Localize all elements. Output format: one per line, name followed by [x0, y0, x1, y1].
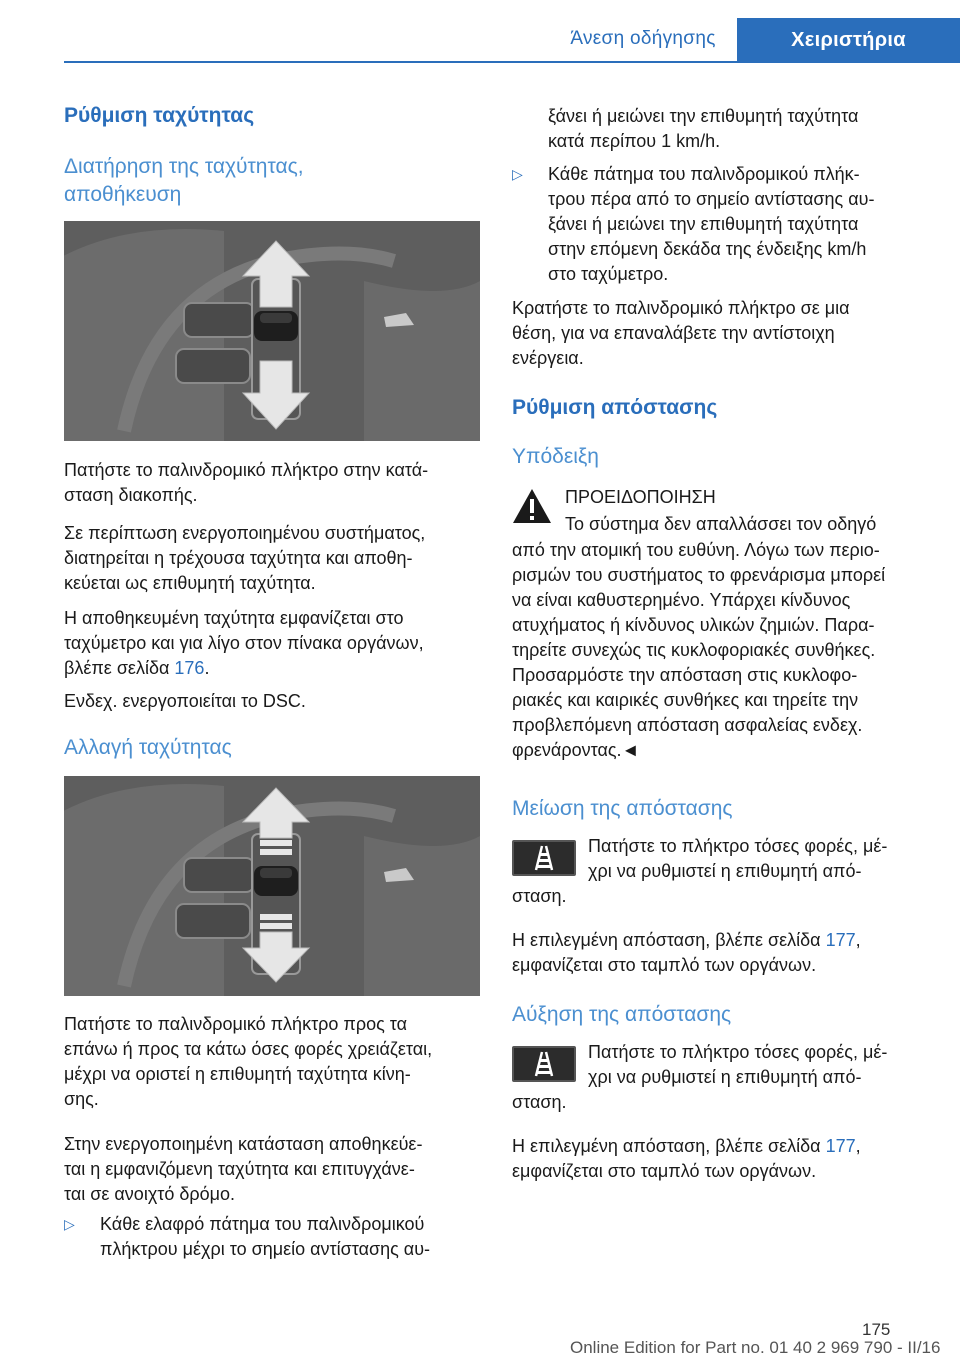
text-line: σταση διακοπής. [64, 485, 198, 505]
section-tab[interactable]: Χειριστήρια [737, 18, 960, 63]
paragraph-activated-state [64, 1132, 480, 1207]
text-line: Κρατήστε το παλινδρομικό πλήκτρο σε μια [512, 298, 850, 318]
paragraph-system-active [64, 521, 480, 596]
rocker-switch-illustration-1 [64, 221, 480, 441]
text-line: προβλεπόμενη απόσταση ασφαλείας ενδεχ. [512, 715, 863, 735]
text-line: μέχρι να οριστεί η επιθυμητή ταχύτητα κίνη- [64, 1064, 411, 1084]
text-line: Στην ενεργοποιημένη κατάσταση αποθηκεύε- [64, 1134, 423, 1154]
distance-button-icon [512, 1046, 576, 1082]
paragraph-increase-selected [512, 1134, 928, 1184]
section-title-distance: Ρύθμιση απόστασης [512, 396, 718, 419]
subheading-maintain-line2: αποθήκευση [64, 183, 182, 206]
text-line: Πατήστε το παλινδρομικό πλήκτρο στην κατά- [64, 460, 429, 480]
page-link-177[interactable]: 177 [825, 1136, 856, 1156]
paragraph-hold-rocker [512, 296, 928, 371]
subheading-change-speed: Αλλαγή ταχύτητας [64, 736, 232, 759]
text-line: Σε περίπτωση ενεργοποιημένου συστήματος, [64, 523, 426, 543]
warning-title: ΠΡΟΕΙΔΟΠΟΙΗΣΗ [565, 487, 716, 507]
text-line: κατά περίπου 1 km/h. [548, 131, 721, 151]
section-title-speed: Ρύθμιση ταχύτητας [64, 104, 255, 127]
subheading-increase-distance: Αύξηση της απόστασης [512, 1003, 732, 1026]
bullet-light-press [64, 1212, 480, 1262]
text-line: να είναι καθυστερημένο. Υπάρχει κίνδυνος [512, 590, 851, 610]
text-line: κεύεται ως επιθυμητή ταχύτητα. [64, 573, 316, 593]
text-line: ταχύμετρο και για λίγο στον πίνακα οργάνων, [64, 633, 424, 653]
increase-instruction-end: σταση. [512, 1092, 567, 1112]
text-line: Προσαρμόστε την απόσταση στις κυκλοφο- [512, 665, 858, 685]
steering-wheel-photo-1 [64, 221, 480, 441]
paragraph-stored-speed [64, 606, 480, 681]
warning-triangle-icon [512, 488, 552, 524]
text-line: τρου πέρα από το σημείο αντίστασης αυ- [548, 189, 875, 209]
text-line [512, 1134, 928, 1159]
text-line: εμφανίζεται στο ταμπλό των οργάνων. [512, 1161, 817, 1181]
text-line: σης. [64, 1089, 99, 1109]
text-line: επάνω ή προς τα κάτω όσες φορές χρειάζεται, [64, 1039, 433, 1059]
text-line: ται η εμφανιζόμενη ταχύτητα και επιτυγχάνε- [64, 1159, 415, 1179]
text-line: πλήκτρου μέχρι το σημείο αντίστασης αυ- [100, 1239, 431, 1259]
text-line: Πατήστε το παλινδρομικό πλήκτρο προς τα [64, 1014, 408, 1034]
page-link-177[interactable]: 177 [825, 930, 856, 950]
text-line: Κάθε ελαφρό πάτημα του παλινδρομικού [100, 1214, 425, 1234]
paragraph-decrease-selected [512, 928, 928, 978]
paragraph-dsc: Ενδεχ. ενεργοποιείται το DSC. [64, 691, 306, 711]
text-line: Κάθε πάτημα του παλινδρομικού πλήκ- [548, 164, 860, 184]
text-line: ρισμών του συστήματος το φρενάρισμα μπορεί [512, 565, 886, 585]
bullet-text [548, 162, 928, 287]
text-line: Πατήστε το πλήκτρο τόσες φορές, μέ- [588, 836, 888, 856]
subheading-note: Υπόδειξη [512, 445, 599, 468]
text-line [64, 656, 480, 681]
triangle-right-icon: ▷ [64, 1216, 75, 1232]
bullet-continuation [548, 104, 928, 154]
bullet-text [100, 1212, 480, 1262]
paragraph-press-up-down [64, 1012, 480, 1112]
text-line: θέση, για να επαναλάβετε την αντίστοιχη [512, 323, 835, 343]
triangle-right-icon: ▷ [512, 166, 523, 182]
decrease-instruction-end: σταση. [512, 886, 567, 906]
text-line: ται σε ανοιχτό δρόμο. [64, 1184, 236, 1204]
text-fragment: , [855, 930, 861, 950]
warning-first-line: Το σύστημα δεν απαλλάσσει τον οδηγό [565, 514, 877, 534]
page-header [0, 0, 960, 62]
text-fragment: βλέπε σελίδα [64, 658, 175, 678]
text-line: χρι να ρυθμιστεί η επιθυμητή από- [588, 1067, 862, 1087]
header-rule [64, 61, 960, 63]
text-fragment: Η επιλεγμένη απόσταση, βλέπε σελίδα [512, 930, 826, 950]
increase-instruction [588, 1040, 928, 1090]
distance-button-icon [512, 840, 576, 876]
edition-note: Online Edition for Part no. 01 40 2 969 790 - II/16 [570, 1338, 941, 1357]
subheading-decrease-distance: Μείωση της απόστασης [512, 797, 733, 820]
text-line: τηρείτε συνεχώς τις κυκλοφοριακές συνθήκες. [512, 640, 876, 660]
paragraph-press-stop [64, 458, 480, 508]
text-line: εμφανίζεται στο ταμπλό των οργάνων. [512, 955, 817, 975]
text-line: ξάνει ή μειώνει την επιθυμητή ταχύτητα [548, 106, 859, 126]
text-line: διατηρείται η τρέχουσα ταχύτητα και αποθη- [64, 548, 413, 568]
steering-wheel-photo-2 [64, 776, 480, 996]
subheading-maintain-line1: Διατήρηση της ταχύτητας, [64, 155, 304, 178]
text-fragment: . [204, 658, 210, 678]
text-line: ριακές και καιρικές συνθήκες και τηρείτε την [512, 690, 859, 710]
text-line: από την ατομική του ευθύνη. Λόγω των περιο- [512, 540, 880, 560]
text-line: φρενάροντας.◄ [512, 740, 640, 760]
page-number: 175 [862, 1320, 891, 1339]
decrease-instruction [588, 834, 928, 884]
rocker-switch-illustration-2 [64, 776, 480, 996]
text-line: ξάνει ή μειώνει την επιθυμητή ταχύτητα [548, 214, 859, 234]
distance-bars-icon [514, 1048, 574, 1080]
chapter-tab[interactable]: Άνεση οδήγησης [570, 28, 716, 49]
text-line: στην επόμενη δεκάδα της ένδειξης km/h [548, 239, 867, 259]
text-fragment: Η επιλεγμένη απόσταση, βλέπε σελίδα [512, 1136, 826, 1156]
warning-body [512, 538, 928, 763]
text-line: χρι να ρυθμιστεί η επιθυμητή από- [588, 861, 862, 881]
text-fragment: , [855, 1136, 861, 1156]
page-link-176[interactable]: 176 [174, 658, 205, 678]
text-line [512, 928, 928, 953]
text-line: ατυχήματος ή κίνδυνος υλικών ζημιών. Παρα- [512, 615, 875, 635]
text-line: στο ταχύμετρο. [548, 264, 669, 284]
distance-bars-icon [514, 842, 574, 874]
text-line: Πατήστε το πλήκτρο τόσες φορές, μέ- [588, 1042, 888, 1062]
text-line: ενέργεια. [512, 348, 584, 368]
bullet-full-press [512, 162, 928, 287]
text-line: Η αποθηκευμένη ταχύτητα εμφανίζεται στο [64, 608, 404, 628]
